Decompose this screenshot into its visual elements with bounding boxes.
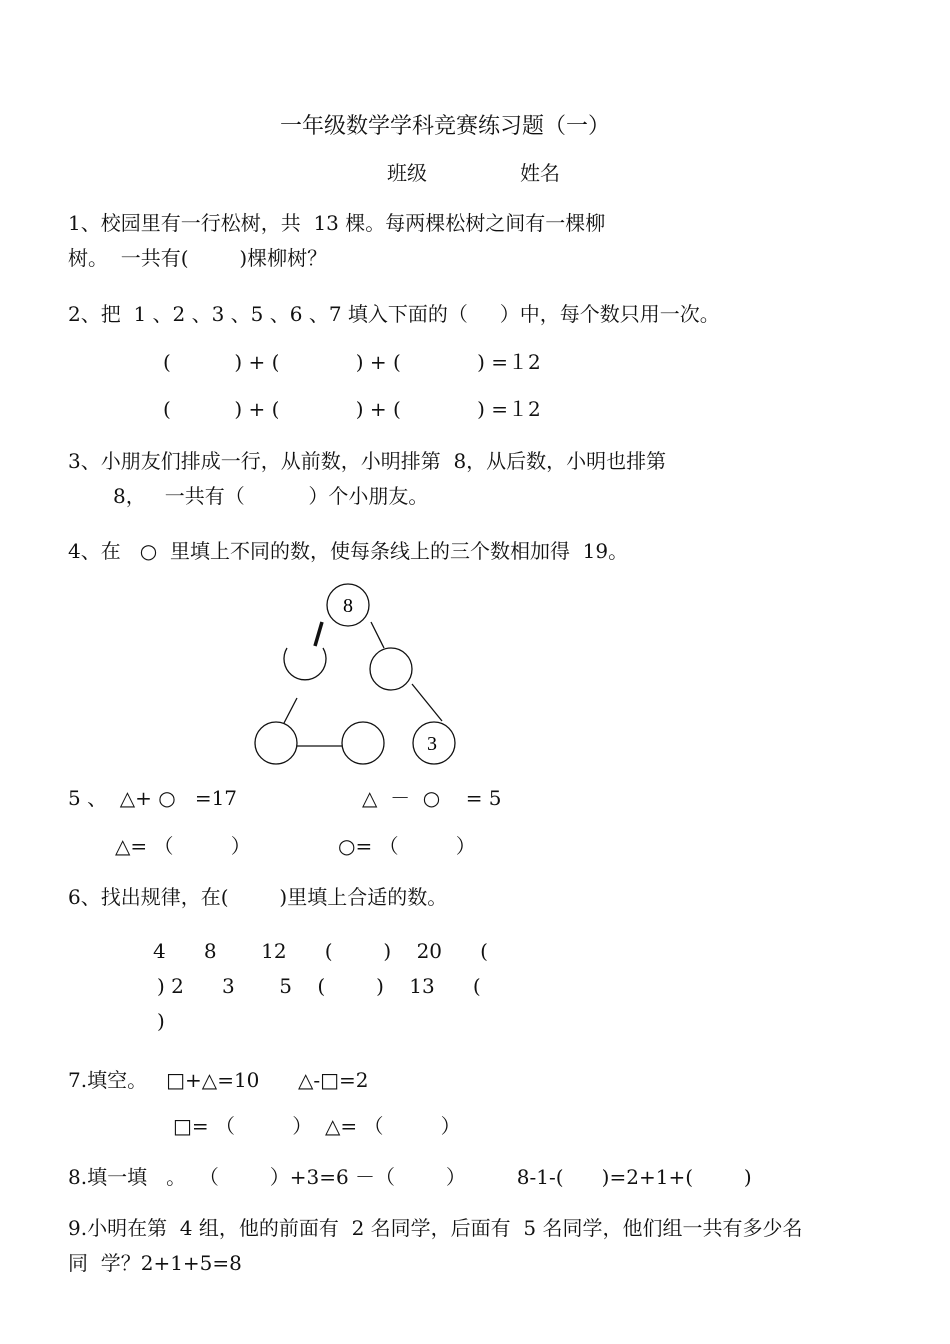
q5-equation-1: 5 、 △+ ○ =17	[68, 786, 238, 810]
q9-line1: 9.小明在第 4 组，他的前面有 2 名同学，后面有 5 名同学，他们组一共有多少名	[68, 1216, 803, 1240]
page-title: 一年级数学学科竞赛练习题（一）	[280, 114, 611, 139]
name-label: 姓名	[520, 161, 560, 185]
q7-equation-2: △-□=2	[298, 1068, 369, 1092]
line-top-right-2	[412, 684, 442, 721]
circle-upper-right	[370, 648, 412, 690]
q4-line1: 4、在 ○ 里填上不同的数，使每条线上的三个数相加得 19。	[68, 539, 629, 563]
q1-line1: 1、校园里有一行松树，共 13 棵。每两棵松树之间有一棵柳	[68, 211, 606, 235]
q6-sequence-row1: 4 8 12 ( ) 20 (	[153, 939, 488, 963]
circle-upper-left	[284, 648, 326, 680]
q5-answer-circle: ○= （ ）	[338, 834, 476, 858]
q5-answer-triangle: △= （ ）	[115, 834, 251, 858]
q7-line1: 7.填空。 □+△=10	[68, 1068, 260, 1092]
class-label: 班级	[387, 161, 427, 185]
q3-line1: 3、小朋友们排成一行，从前数，小明排第 8，从后数，小明也排第	[68, 449, 667, 473]
q6-sequence-row3: )	[157, 1009, 165, 1033]
circle-bottom-right-value: 3	[427, 733, 437, 755]
circle-top-value: 8	[343, 595, 353, 617]
q2-equation-2: ( ) + ( ) + ( ) =１2	[163, 397, 541, 421]
q6-sequence-row2: ) 2 3 5 ( ) 13 (	[157, 974, 481, 998]
line-top-right-1	[371, 622, 384, 648]
line-top-left	[315, 622, 322, 646]
q7-answers: □= （ ） △= （ ）	[173, 1114, 461, 1138]
q2-equation-1: ( ) + ( ) + ( ) =１2	[163, 350, 541, 374]
q6-line1: 6、找出规律，在( )里填上合适的数。	[68, 885, 448, 909]
circle-bottom-left	[255, 722, 297, 764]
q3-line2: 8， 一共有（ ）个小朋友。	[113, 484, 429, 508]
triangle-circle-diagram	[245, 578, 475, 773]
line-left	[284, 698, 297, 723]
q9-line2: 同 学？2+1+5=8	[68, 1251, 242, 1275]
q8-line1: 8.填一填 。 （ ）+3=6 －（ ） 8-1-( )=2+1+( )	[68, 1165, 752, 1189]
q2-line1: 2、把 1 、2 、3 、5 、6 、7 填入下面的（ ）中，每个数只用一次。	[68, 302, 720, 326]
q5-equation-2: △ － ○ = 5	[362, 786, 502, 810]
circle-bottom-middle	[342, 722, 384, 764]
q1-line2: 树。 一共有( )棵柳树？	[68, 246, 328, 270]
